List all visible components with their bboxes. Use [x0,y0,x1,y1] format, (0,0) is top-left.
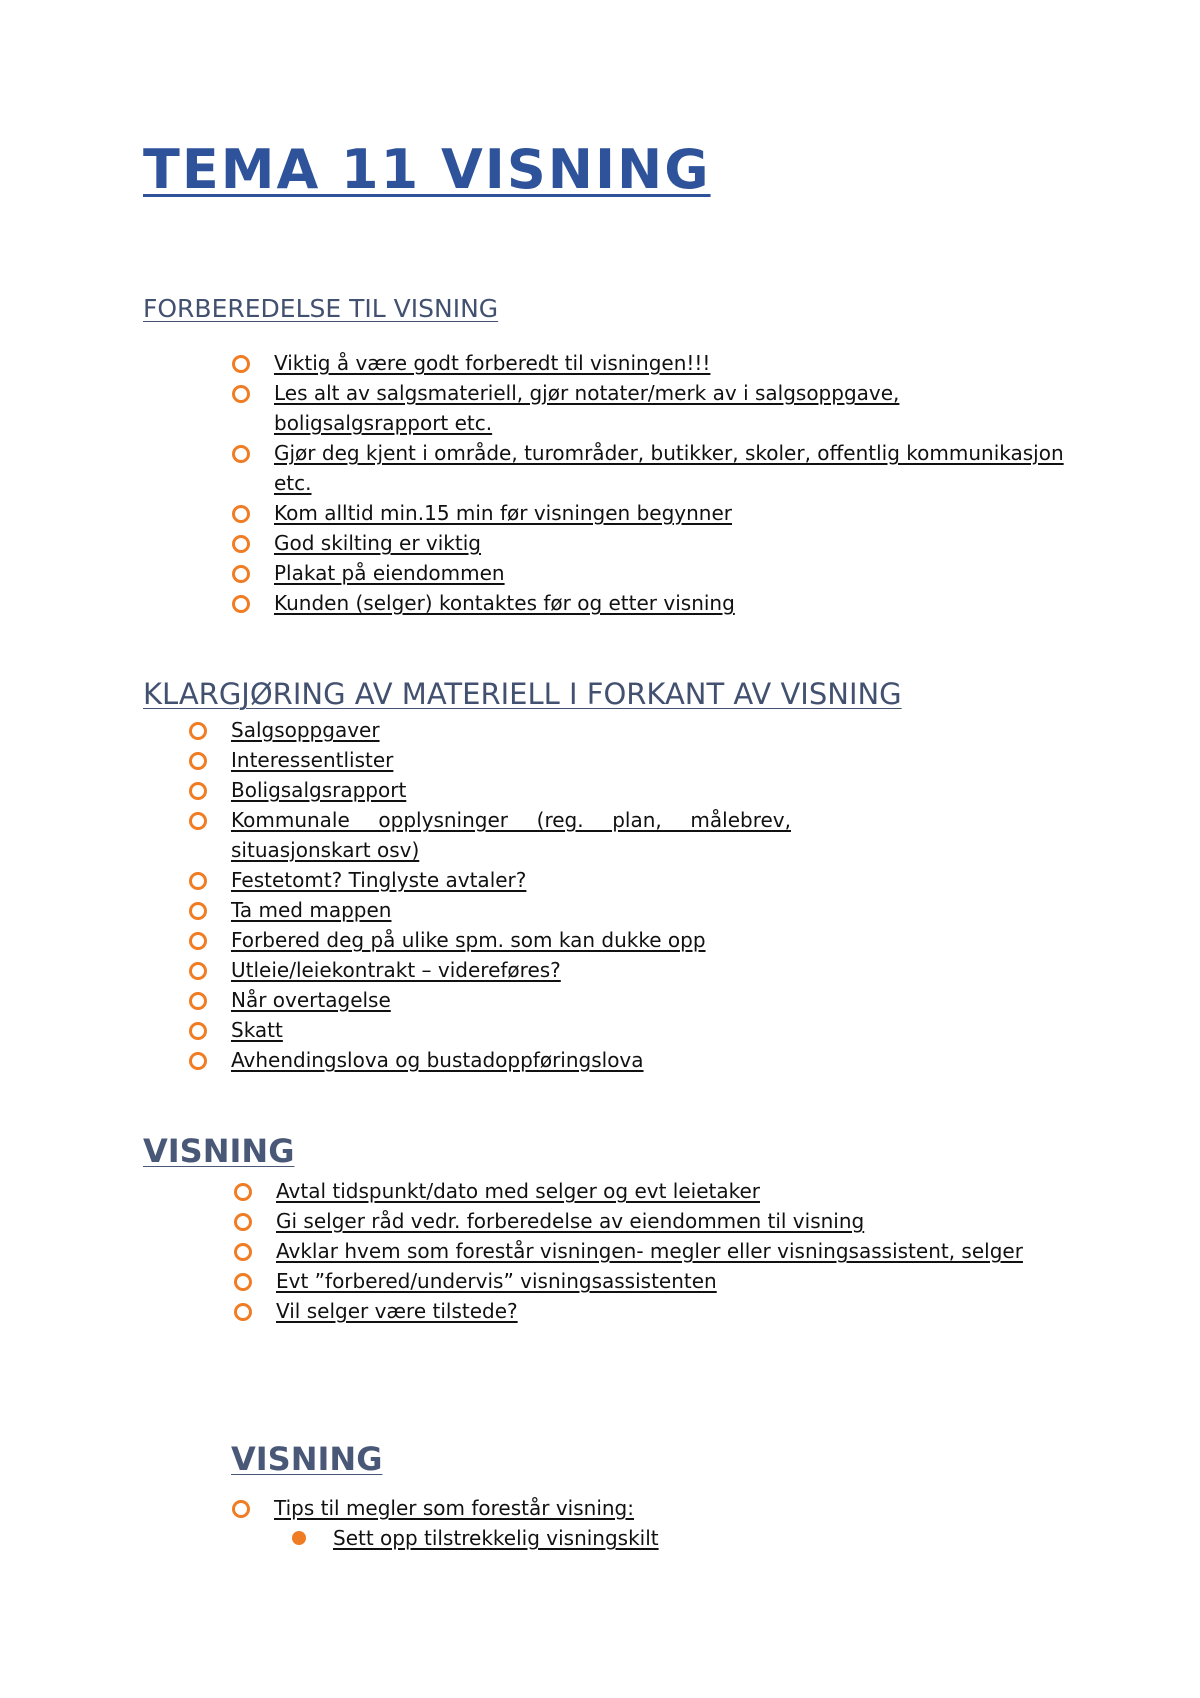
list-item [276,1266,1066,1296]
list-item-text: Les alt av salgsmateriell, gjør notater/merk av i salgsoppgave, boligsalgsrapport etc. [274,381,900,435]
list-item [276,1236,1066,1266]
circle-bullet-icon [234,1183,252,1201]
list-item [231,745,791,775]
list-item [333,1523,1033,1553]
list-item [231,715,791,745]
list-item [276,1206,1066,1236]
list-item-text: Tips til megler som forestår visning: [274,1496,634,1520]
list-item-text: Plakat på eiendommen [274,561,505,585]
list-item [276,1176,1066,1206]
list-item-text: Når overtagelse [231,988,391,1012]
list-item-text: Kommunale opplysninger (reg. plan, målebrev, situasjonskart osv) [231,808,791,862]
list-item [274,588,1064,618]
section-heading-visning: VISNING [143,1132,295,1170]
list-item-text: Avhendingslova og bustadoppføringslova [231,1048,644,1072]
list-item [274,528,1064,558]
klargjoring-list [231,715,791,1075]
circle-bullet-icon [189,1052,207,1070]
list-item-text: Skatt [231,1018,283,1042]
circle-bullet-icon [189,872,207,890]
circle-bullet-icon [234,1213,252,1231]
list-item [231,1015,791,1045]
list-item [274,498,1064,528]
circle-bullet-icon [232,595,250,613]
list-item [274,558,1064,588]
list-item-text: Forbered deg på ulike spm. som kan dukke opp [231,928,706,952]
document-title: TEMA 11 VISNING [143,138,711,201]
list-item-text: Interessentlister [231,748,394,772]
section-heading-visning-tips: VISNING [231,1440,383,1478]
circle-bullet-icon [232,535,250,553]
circle-bullet-icon [232,445,250,463]
circle-bullet-icon [189,992,207,1010]
list-item [231,895,791,925]
list-item-text: Sett opp tilstrekkelig visningskilt [333,1526,659,1550]
list-item-text: Avtal tidspunkt/dato med selger og evt leietaker [276,1179,761,1203]
visning-tips-sublist [333,1523,1033,1553]
circle-bullet-icon [189,782,207,800]
circle-bullet-icon [189,812,207,830]
circle-bullet-icon [189,722,207,740]
list-item-text: Festetomt? Tinglyste avtaler? [231,868,527,892]
section-heading-klargjoring: KLARGJØRING AV MATERIELL I FORKANT AV VISNING [143,677,902,711]
list-item-text: Ta med mappen [231,898,392,922]
circle-bullet-icon [232,385,250,403]
list-item-text: Kom alltid min.15 min før visningen begynner [274,501,732,525]
list-item [231,985,791,1015]
circle-bullet-icon [234,1243,252,1261]
list-item [231,1045,791,1075]
list-item [231,775,791,805]
circle-bullet-icon [234,1273,252,1291]
list-item [274,1493,974,1523]
list-item-text: Utleie/leiekontrakt – videreføres? [231,958,561,982]
circle-bullet-icon [234,1303,252,1321]
forberedelse-list [274,348,1064,618]
circle-bullet-icon [232,505,250,523]
list-item-text: Boligsalgsrapport [231,778,407,802]
list-item-text: Kunden (selger) kontaktes før og etter visning [274,591,735,615]
list-item [231,865,791,895]
section-heading-forberedelse: FORBEREDELSE TIL VISNING [143,294,499,323]
circle-bullet-icon [232,1500,250,1518]
list-item-text: God skilting er viktig [274,531,481,555]
list-item [274,438,1064,498]
list-item [276,1296,1066,1326]
visning-list [276,1176,1066,1326]
circle-bullet-icon [232,565,250,583]
circle-bullet-icon [189,932,207,950]
list-item-text: Vil selger være tilstede? [276,1299,518,1323]
list-item-text: Evt ”forbered/undervis” visningsassistenten [276,1269,717,1293]
list-item [231,955,791,985]
list-item [231,925,791,955]
circle-bullet-icon [232,355,250,373]
circle-bullet-icon [189,962,207,980]
list-item-text: Avklar hvem som forestår visningen- megler eller visningsassistent, selger [276,1239,1023,1263]
list-item-text: Viktig å være godt forberedt til visningen!!! [274,351,711,375]
list-item-text: Salgsoppgaver [231,718,380,742]
list-item-text: Gi selger råd vedr. forberedelse av eiendommen til visning [276,1209,865,1233]
list-item-text: Gjør deg kjent i område, turområder, butikker, skoler, offentlig kommunikasjon etc. [274,441,1064,495]
visning-tips-list [274,1493,974,1523]
list-item [274,348,1064,378]
list-item [274,378,1064,438]
circle-bullet-icon [189,1022,207,1040]
list-item [231,805,791,865]
filled-dot-bullet-icon [292,1531,306,1545]
circle-bullet-icon [189,752,207,770]
circle-bullet-icon [189,902,207,920]
